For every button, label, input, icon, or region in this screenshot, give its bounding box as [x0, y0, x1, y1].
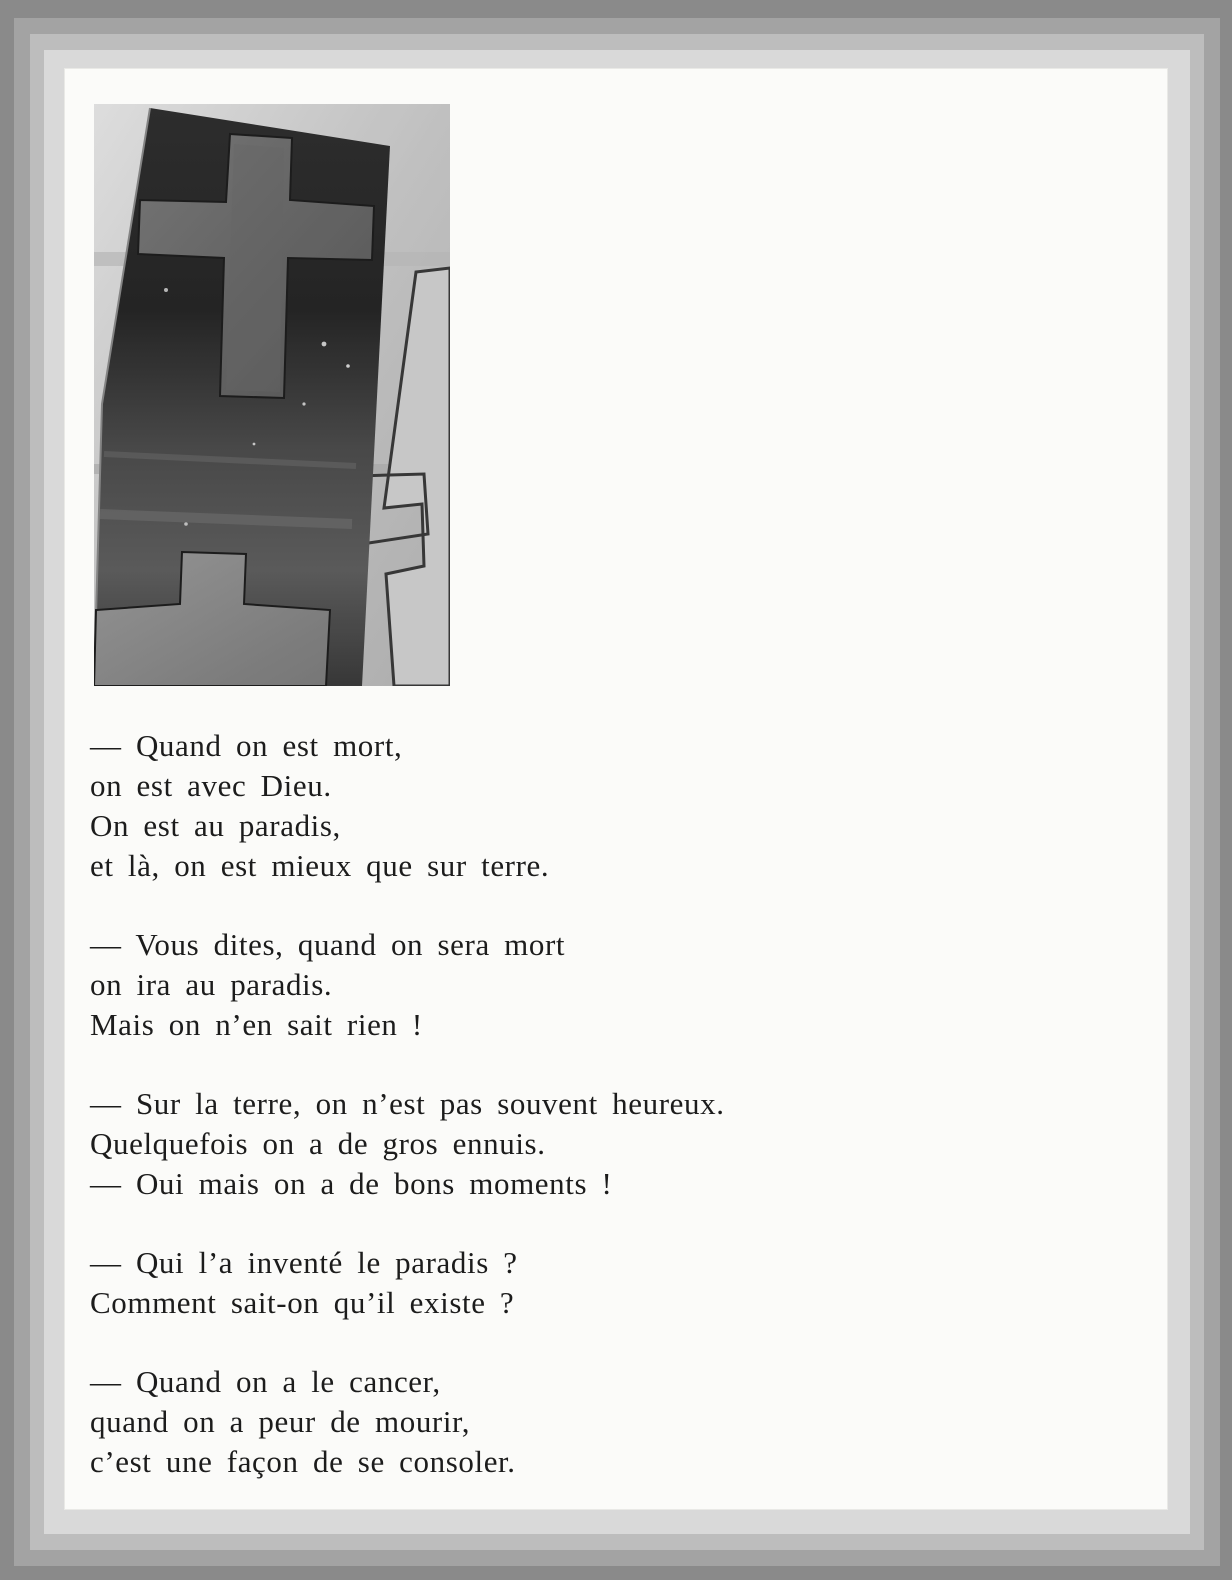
poem-line: On est au paradis, — [90, 808, 341, 843]
stanza — [90, 1243, 810, 1323]
cross-relief-photo — [94, 104, 450, 686]
poem-line: on est avec Dieu. — [90, 768, 332, 803]
poem-line: Quelquefois on a de gros ennuis. — [90, 1126, 546, 1161]
poem-line: Comment sait-on qu’il existe ? — [90, 1285, 515, 1320]
stanza — [90, 726, 810, 886]
poem-line: Mais on n’en sait rien ! — [90, 1007, 423, 1042]
poem-text — [90, 726, 810, 1521]
poem-line: — Quand on a le cancer, — [90, 1364, 441, 1399]
stanza — [90, 925, 810, 1045]
poem-line: on ira au paradis. — [90, 967, 333, 1002]
poem-line: quand on a peur de mourir, — [90, 1404, 471, 1439]
stanza — [90, 1084, 810, 1204]
poem-line: et là, on est mieux que sur terre. — [90, 848, 550, 883]
poem-line: — Oui mais on a de bons moments ! — [90, 1166, 613, 1201]
poem-line: — Qui l’a inventé le paradis ? — [90, 1245, 518, 1280]
poem-line: c’est une façon de se consoler. — [90, 1444, 516, 1479]
poem-line: — Vous dites, quand on sera mort — [90, 927, 566, 962]
poem-line: — Quand on est mort, — [90, 728, 403, 763]
poem-line: — Sur la terre, on n’est pas souvent heureux. — [90, 1086, 725, 1121]
stanza — [90, 1362, 810, 1482]
cross-relief-photo-icon — [94, 104, 450, 686]
